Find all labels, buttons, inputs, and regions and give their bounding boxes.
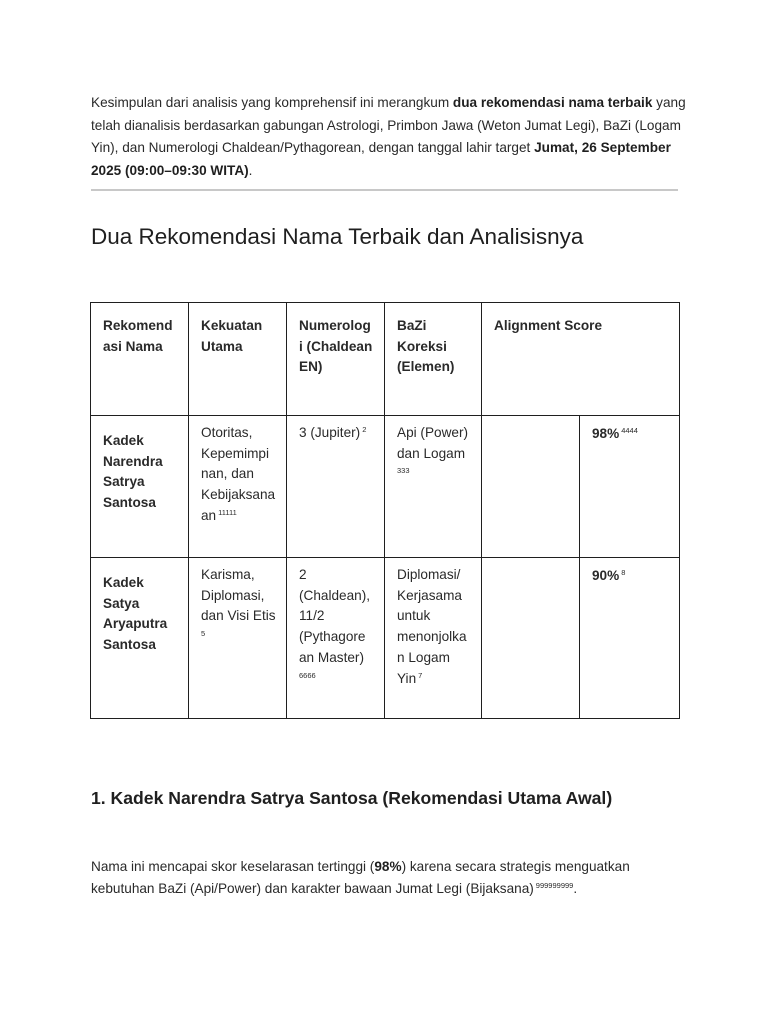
intro-bold-recommendation: dua rekomendasi nama terbaik [452, 95, 653, 110]
cell-name: Kadek Narendra Satrya Santosa [91, 416, 189, 558]
header-alignment-score: Alignment Score [482, 303, 680, 416]
table-row [91, 558, 680, 719]
cell-strength: Otoritas, Kepemimpi nan, dan Kebijaksana an $^{11111}$ [189, 416, 287, 558]
cell-strength: Karisma, Diplomasi, dan Visi Etis $^5$ [189, 558, 287, 719]
intro-text-continued: yang telah dianalisis berdasarkan gabungan Astrologi, Primbon Jawa (Weton Jumat Legi), BaZi (Logam Yin), dan Numerologi Chaldean/Pythagorean, dengan tanggal lahir target [91, 95, 686, 156]
header-numerology: Numerolog i (Chaldean EN) [287, 303, 385, 416]
cell-bazi: Api (Power) dan Logam $^{333}$ [385, 416, 482, 558]
intro-text: Kesimpulan dari analisis yang komprehensif ini merangkum [91, 95, 453, 110]
cell-empty [482, 416, 580, 558]
cell-score: 90% $^8$ [580, 558, 680, 719]
intro-bold-birthdate: Jumat, 26 September 2025 (09:00–09:30 WITA) [91, 140, 671, 179]
footnote-ref[interactable]: 999999999 [535, 881, 574, 891]
footnote-ref[interactable]: 8 [621, 568, 626, 577]
table-header-row [91, 303, 680, 416]
footnote-ref[interactable]: 7 [418, 670, 423, 680]
footnote-ref[interactable]: 4444 [621, 426, 638, 435]
section-paragraph: Nama ini mencapai skor keselarasan tertinggi (98%) karena secara strategis menguatkan kebutuhan BaZi (Api/Power) dan karakter bawaan Jumat Legi (Bijaksana) $^{999999999}$. [91, 859, 630, 897]
header-bazi: BaZi Koreksi (Elemen) [385, 303, 482, 416]
section-heading: 1. Kadek Narendra Satrya Santosa (Rekomendasi Utama Awal) [91, 788, 613, 808]
cell-empty [482, 558, 580, 719]
recommendation-table [90, 302, 680, 719]
horizontal-divider [91, 189, 678, 191]
intro-paragraph [91, 92, 691, 183]
footnote-ref[interactable]: 11111 [218, 507, 237, 517]
cell-name: Kadek Satya Aryaputra Santosa [91, 558, 189, 719]
footnote-ref[interactable]: 5 [201, 629, 206, 639]
footnote-ref[interactable]: 333 [397, 466, 410, 476]
score-bold: 98% [374, 859, 402, 874]
cell-numerology: 2 (Chaldean), 11/2 (Pythagore an Master) $^{6666}$ [287, 558, 385, 719]
cell-bazi: Diplomasi/ Kerjasama untuk menonjolka n Logam Yin $^7$ [385, 558, 482, 719]
footnote-ref[interactable]: 2 [362, 425, 367, 434]
page-heading: Dua Rekomendasi Nama Terbaik dan Analisisnya [91, 224, 584, 249]
intro-period: . [248, 163, 253, 179]
cell-numerology: 3 (Jupiter) $^2$ [287, 416, 385, 558]
header-strength: Kekuatan Utama [189, 303, 287, 416]
footnote-ref[interactable]: 6666 [299, 670, 316, 680]
cell-score: 98% $^{4444}$ [580, 416, 680, 558]
header-name: Rekomend asi Nama [91, 303, 189, 416]
table-row [91, 416, 680, 558]
